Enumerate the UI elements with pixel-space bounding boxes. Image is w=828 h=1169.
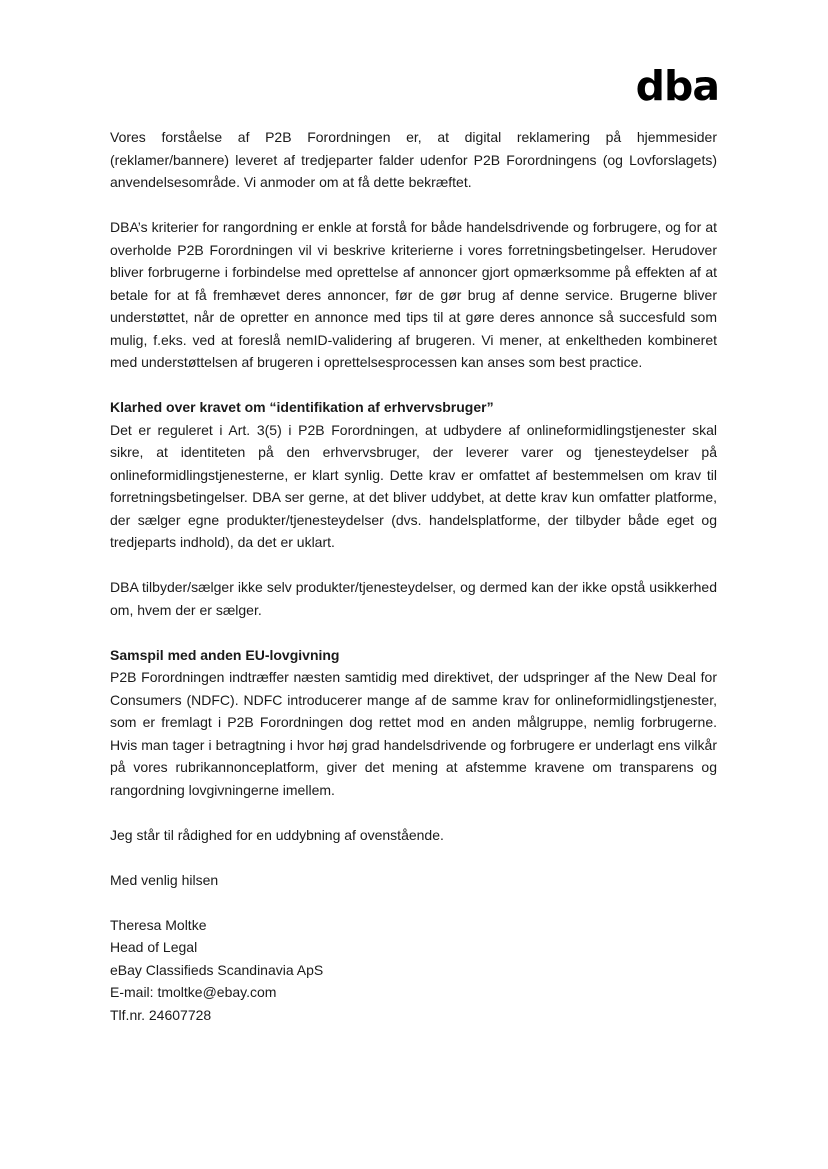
signature-block: [110, 914, 717, 1027]
heading-identification: Klarhed over kravet om “identifikation af erhvervsbruger”: [110, 399, 494, 415]
letter-body: [110, 126, 717, 1026]
closing-greeting: Med venlig hilsen: [110, 871, 219, 888]
signature-company: eBay Classifieds Scandinavia ApS: [110, 961, 324, 978]
paragraph-eu-legislation: P2B Forordningen indtræffer næsten samtidig med direktivet, der udspringer af the New Deal for Consumers (NDFC). NDFC introducerer mange af de samme krav for onlineformidlingstjenester, som er fremlagt i P2B Forordningen dog rettet mod en anden målgruppe, nemlig forbrugerne. Hvis man tager i betragtning i hvor høj grad handelsdrivende og forbrugere er underlagt ens vilkår på vores rubrikannonceplatform, giver det mening at afstemme kravene om transparens og rangordning lovgivningerne imellem.: [110, 669, 717, 798]
paragraph-identification: Det er reguleret i Art. 3(5) i P2B Forordningen, at udbydere af onlineformidlingstjenester skal sikre, at identiteten på den erhvervsbruger, der leverer varer og tjenesteydelser på onlineformidlingstjenesterne, er klart synlig. Dette krav er omfattet af bestemmelsen om krav til forretningsbetingelser. DBA ser gerne, at det bliver uddybet, at dette krav kun omfatter platforme, der sælger egne produkter/tjenesteydelser (dvs. handelsplatforme, der tilbyder både eget og tredjeparts indhold), da det er uklart.: [110, 421, 717, 550]
paragraph-availability: Jeg står til rådighed for en uddybning af ovenstående.: [110, 826, 444, 843]
signature-name: Theresa Moltke: [110, 916, 207, 933]
dba-logo: dba: [635, 62, 719, 110]
signature-phone: Tlf.nr. 24607728: [110, 1006, 212, 1023]
paragraph-p2b-advertising: Vores forståelse af P2B Forordningen er, at digital reklamering på hjemmesider (reklamer/bannere) leveret af tredjeparter falder udenfor P2B Forordningens (og Lovforslagets) anvendelsesområde. Vi anmoder om at få dette bekræftet.: [110, 129, 717, 190]
paragraph-dba-seller: DBA tilbyder/sælger ikke selv produkter/tjenesteydelser, og dermed kan der ikke opstå usikkerhed om, hvem der er sælger.: [110, 579, 717, 618]
heading-eu-legislation: Samspil med anden EU-lovgivning: [110, 646, 340, 663]
signature-email: E-mail: tmoltke@ebay.com: [110, 984, 277, 1000]
signature-title: Head of Legal: [110, 939, 198, 955]
paragraph-ranking-criteria: DBA’s kriterier for rangordning er enkle at forstå for både handelsdrivende og forbrugere, og for at overholde P2B Forordningen vil vi beskrive kriterierne i vores forretningsbetingelser. Herudover bliver forbrugerne i forbindelse med oprettelse af annoncer gjort opmærksomme på effekten af at betale for at få fremhævet deres annoncer, før de gør brug af denne service. Brugerne bliver understøttet, når de opretter en annonce med tips til at gøre deres annonce så succesfuld som mulig, f.eks. ved at foreslå nemID-validering af brugeren. Vi mener, at enkeltheden kombineret med understøttelsen af brugeren i oprettelsesprocessen kan anses som best practice.: [110, 219, 717, 370]
